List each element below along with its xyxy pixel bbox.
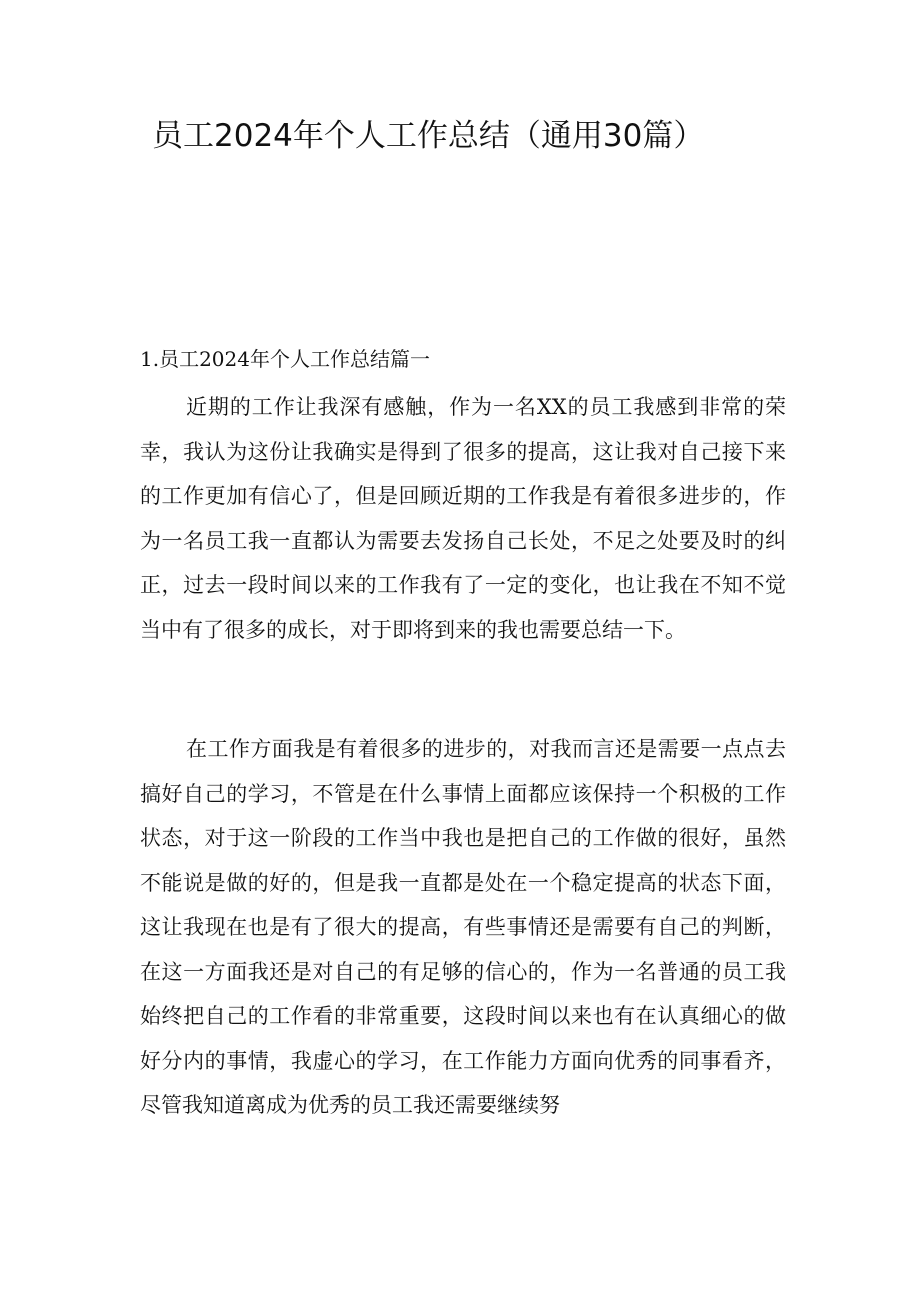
- paragraph-1: 近期的工作让我深有感触，作为一名XX的员工我感到非常的荣幸，我认为这份让我确实是得到了很多的提高，这让我对自己接下来的工作更加有信心了，但是回顾近期的工作我是有着很多进步的，作为一名员工我一直都认为需要去发扬自己长处，不足之处要及时的纠正，过去一段时间以来的工作我有了一定的变化，也让我在不知不觉当中有了很多的成长，对于即将到来的我也需要总结一下。: [140, 395, 786, 642]
- paragraph-2: 在工作方面我是有着很多的进步的，对我而言还是需要一点点去搞好自己的学习，不管是在什么事情上面都应该保持一个积极的工作状态，对于这一阶段的工作当中我也是把自己的工作做的很好，虽然不能说是做的好的，但是我一直都是处在一个稳定提高的状态下面，这让我现在也是有了很大的提高，有些事情还是需要有自己的判断，在这一方面我还是对自己的有足够的信心的，作为一名普通的员工我始终把自己的工作看的非常重要，这段时间以来也有在认真细心的做好分内的事情，我虚心的学习，在工作能力方面向优秀的同事看齐，尽管我知道离成为优秀的员工我还需要继续努: [140, 737, 786, 1117]
- document-title: 员工2024年个人工作总结（通用30篇）: [152, 118, 705, 154]
- section-heading: 1.员工2024年个人工作总结篇一: [140, 347, 430, 371]
